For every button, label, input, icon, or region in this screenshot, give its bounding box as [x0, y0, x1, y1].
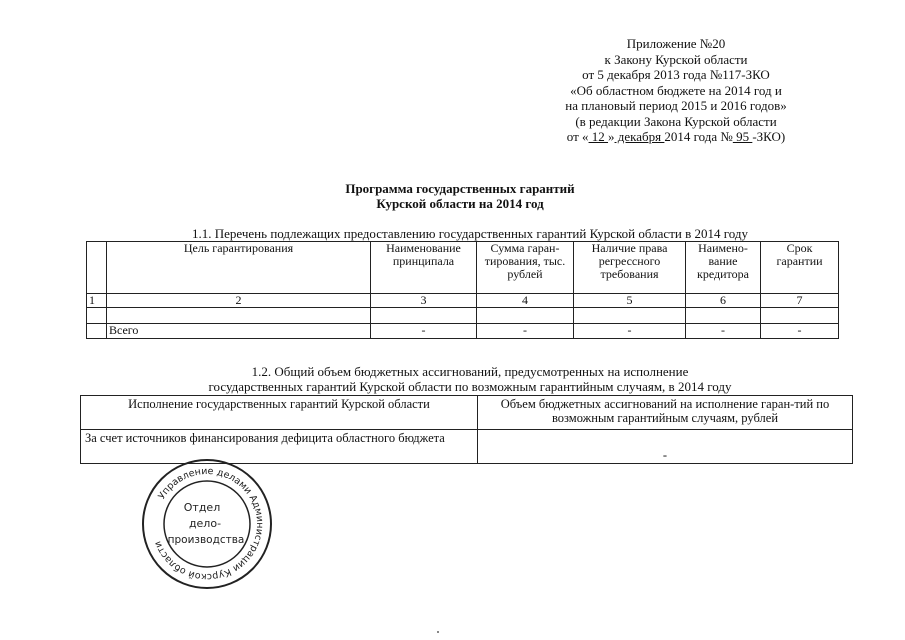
column-number: 6	[686, 294, 761, 308]
section-1-heading: 1.1. Перечень подлежащих предоставлению государственных гарантий Курской области в 2014 году	[192, 226, 748, 241]
column-number: 3	[371, 294, 477, 308]
scan-speck	[437, 631, 439, 633]
total-value: -	[574, 324, 686, 339]
total-value: -	[371, 324, 477, 339]
column-header: Наимено-вание кредитора	[686, 242, 761, 294]
column-header	[87, 242, 107, 294]
header-line: (в редакции Закона Курской области	[575, 113, 777, 129]
appendix-header	[500, 36, 852, 145]
section-2-heading-line-1: 1.2. Общий объем бюджетных ассигнований, предусмотренных на исполнение	[251, 364, 689, 379]
document-title	[250, 181, 670, 211]
appropriations-table	[80, 395, 853, 464]
amendment-line	[500, 129, 852, 145]
amend-mid: »	[608, 129, 615, 144]
total-row	[87, 324, 839, 339]
header-line: от 5 декабря 2013 года №117-ЗКО	[582, 67, 770, 82]
stamp-ring-text: Управление делами Администрации Курской области	[152, 465, 266, 583]
table-cell	[87, 324, 107, 339]
amend-month: декабря	[614, 129, 665, 144]
amend-number: 95	[732, 129, 753, 144]
column-number: 7	[761, 294, 839, 308]
column-header: Срок гарантии	[761, 242, 839, 294]
section-2-heading-line-2: государственных гарантий Курской области по возможным гарантийным случаям, в 2014 году	[208, 378, 732, 394]
stamp-center-line-1: Отдел	[183, 501, 221, 514]
stamp-center-line-2: дело-	[188, 517, 222, 530]
table-cell	[477, 308, 574, 324]
row-label: За счет источников финансирования дефицита областного бюджета	[81, 430, 478, 464]
empty-row	[87, 308, 839, 324]
column-number: 4	[477, 294, 574, 308]
table-header-row	[87, 242, 839, 294]
amend-prefix: от «	[566, 129, 589, 144]
column-header: Наличие права регрессного требования	[574, 242, 686, 294]
column-number: 2	[107, 294, 371, 308]
title-line-1: Программа государственных гарантий	[345, 181, 575, 196]
column-header: Сумма гаран-тирования, тыс. рублей	[477, 242, 574, 294]
table-cell	[371, 308, 477, 324]
guarantees-table	[86, 241, 839, 339]
table-cell	[87, 308, 107, 324]
table-cell	[686, 308, 761, 324]
header-line: Приложение №20	[626, 36, 726, 51]
total-value: -	[686, 324, 761, 339]
column-header: Цель гарантирования	[107, 242, 371, 294]
column-number: 1	[87, 294, 107, 308]
column-header: Наименование принципала	[371, 242, 477, 294]
title-line-2: Курской области на 2014 год	[376, 196, 544, 211]
appropriations-header-row	[81, 396, 853, 430]
header-line: «Об областном бюджете на 2014 год и	[570, 82, 782, 98]
amend-year: 2014 года №	[664, 129, 733, 144]
header-line: на плановый период 2015 и 2016 годов»	[565, 98, 787, 113]
total-label: Всего	[107, 324, 371, 339]
table-cell	[574, 308, 686, 324]
office-stamp	[140, 457, 274, 591]
column-header: Исполнение государственных гарантий Курской области	[81, 396, 478, 430]
amend-day: 12	[588, 129, 609, 144]
column-number: 5	[574, 294, 686, 308]
column-number-row	[87, 294, 839, 308]
total-value: -	[477, 324, 574, 339]
stamp-center-line-3: производства	[167, 534, 245, 546]
section-2-heading	[100, 365, 840, 394]
amend-suffix: -ЗКО)	[752, 129, 786, 144]
header-line: к Закону Курской области	[604, 51, 748, 67]
row-value: -	[478, 430, 853, 464]
total-value: -	[761, 324, 839, 339]
column-header: Объем бюджетных ассигнований на исполнение гаран-тий по возможным гарантийным случаям, рублей	[478, 396, 853, 430]
table-cell	[107, 308, 371, 324]
table-cell	[761, 308, 839, 324]
